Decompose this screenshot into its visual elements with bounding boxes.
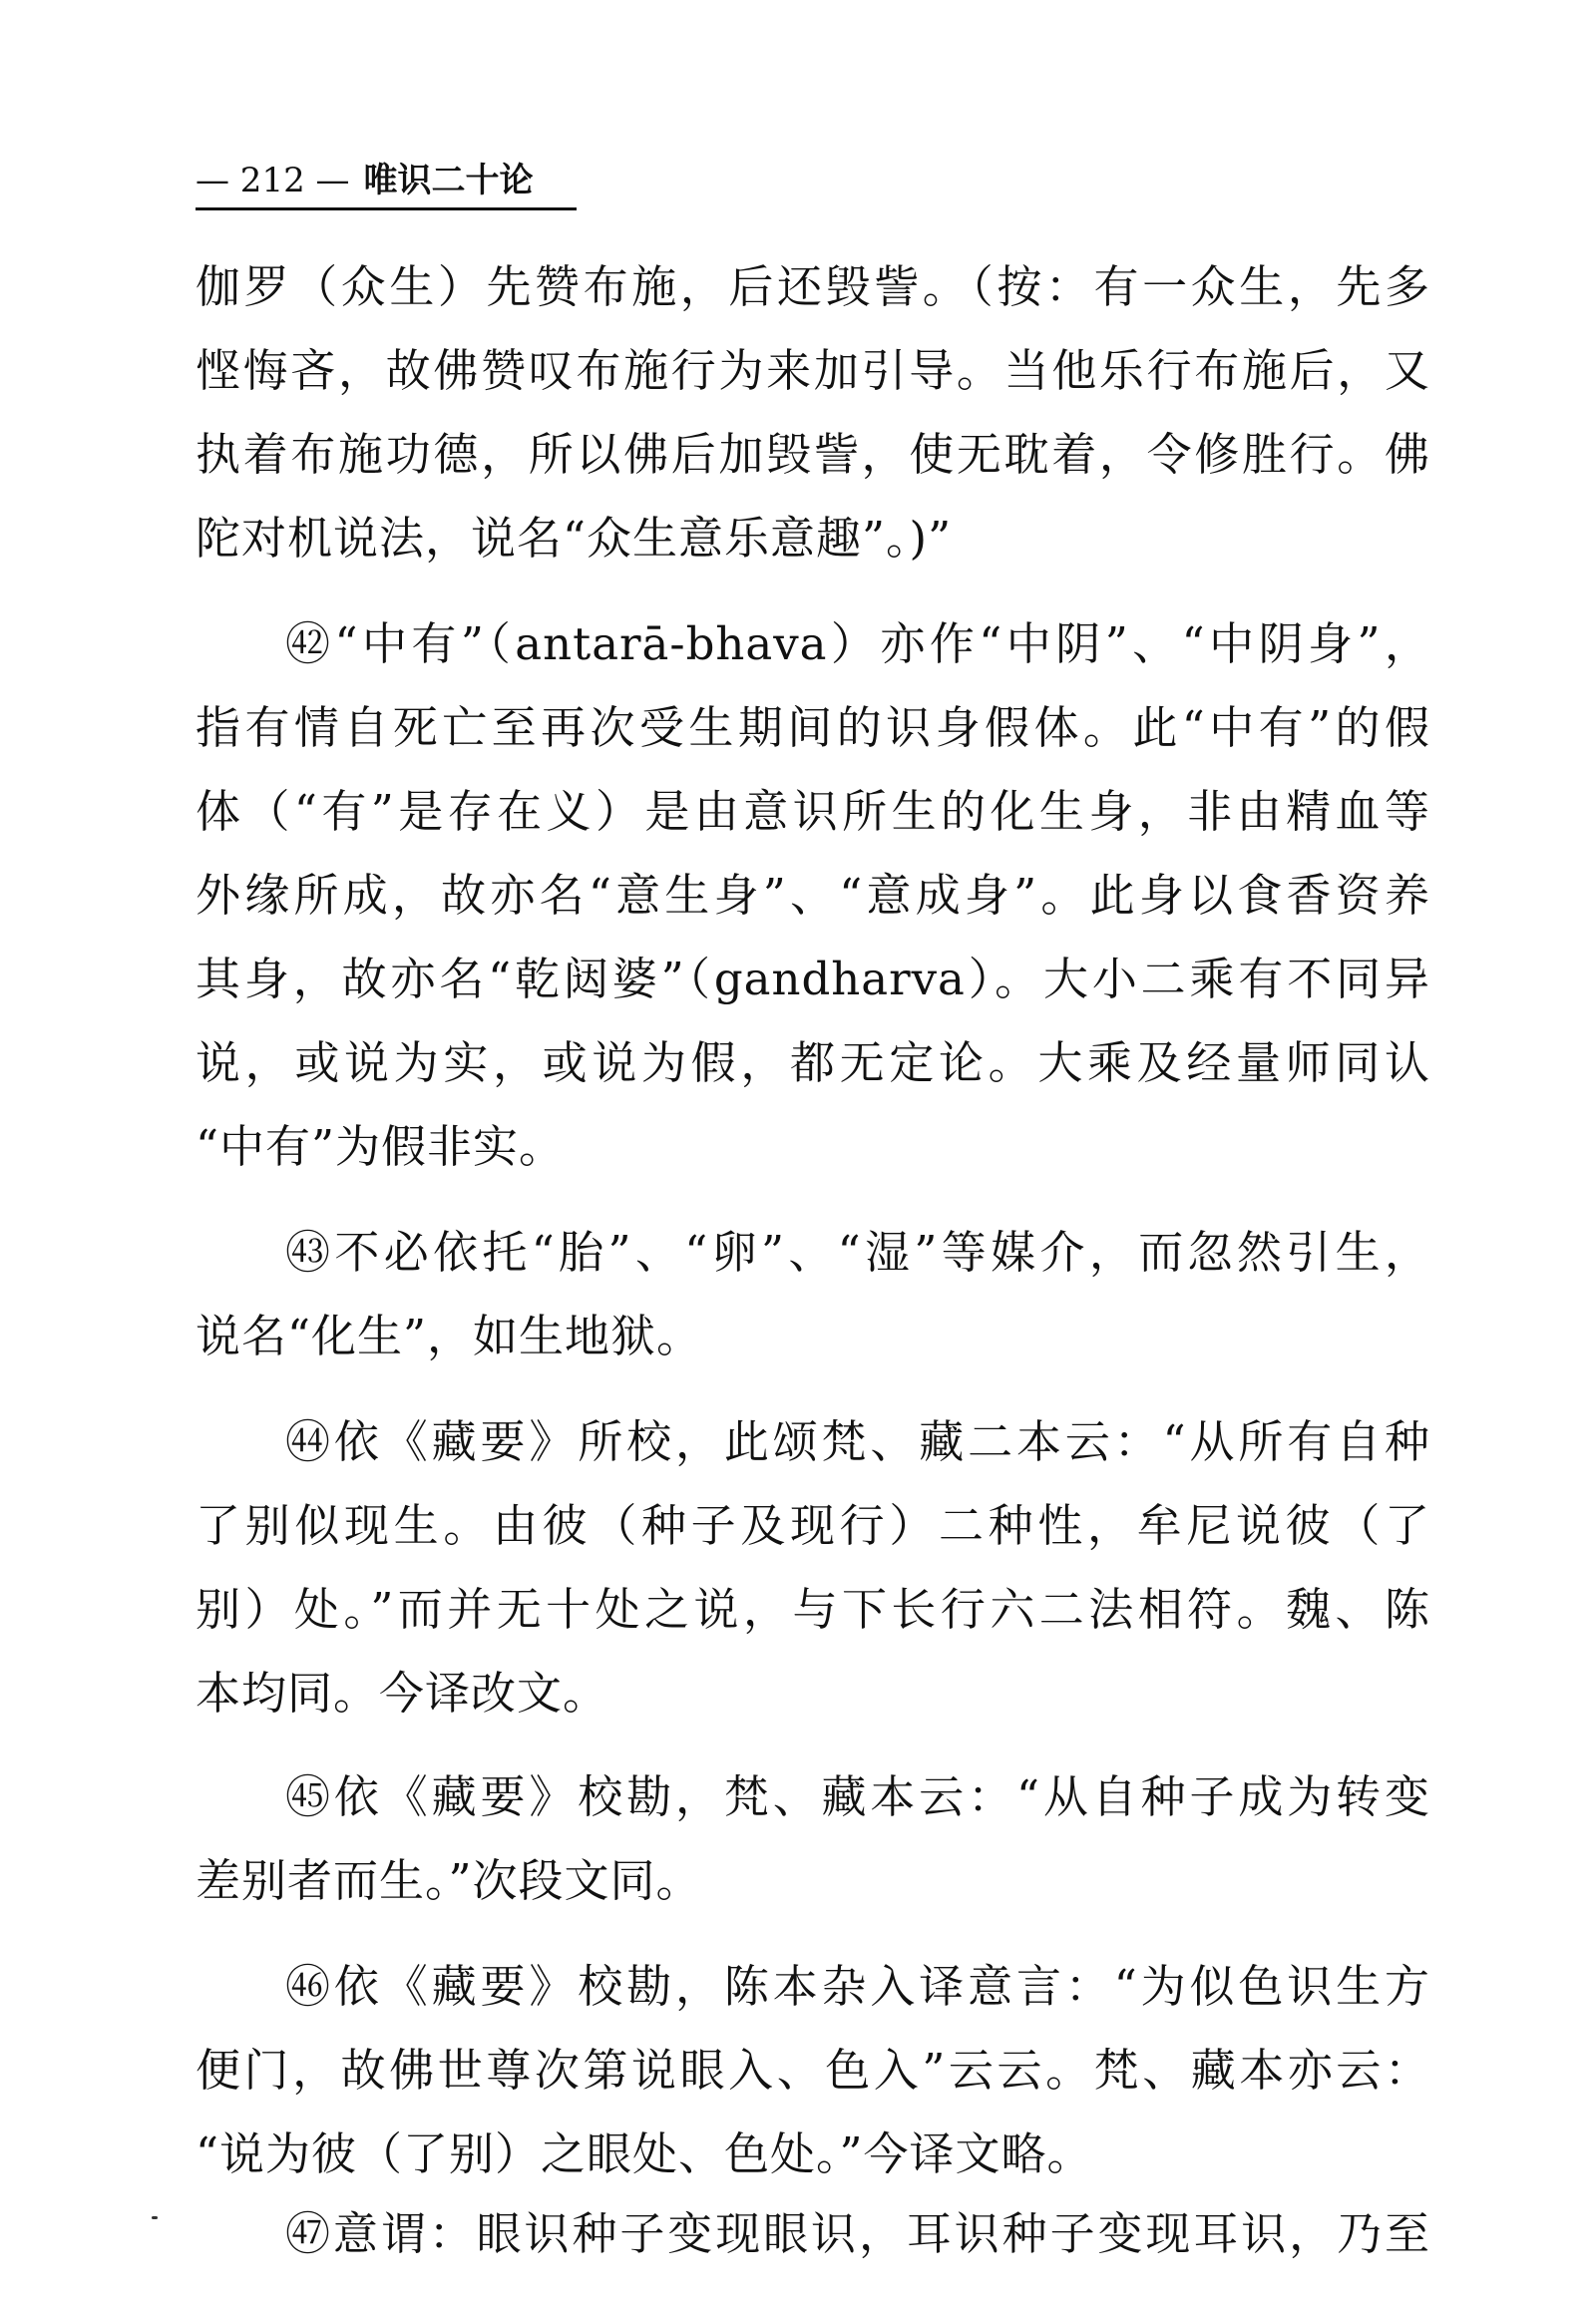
text-line: 别）处。”而并无十处之说，与下长行六二法相符。魏、陈 [196, 1583, 1430, 1636]
note-46-line: ㊻依《藏要》校勘，陈本杂入译意言：“为似色识生方 [285, 1960, 1430, 2013]
note-43-line: ㊸不必依托“胎”、“卵”、“湿”等媒介，而忽然引生， [285, 1226, 1430, 1279]
text-line: 陀对机说法，说名“众生意乐意趣”。)” [196, 512, 953, 565]
text-line: 说名“化生”，如生地狱。 [196, 1310, 703, 1362]
text-line: “中有”为假非实。 [196, 1120, 566, 1173]
text-line: 伽罗（众生）先赞布施，后还毁訾。（按：有一众生，先多 [196, 260, 1430, 313]
note-42-line: ㊷“中有”（antarā-bhava）亦作“中阴”、“中阴身”， [285, 617, 1430, 670]
text-line: 执着布施功德，所以佛后加毁訾，使无耽着，令修胜行。佛 [196, 428, 1430, 481]
text-line: 体（“有”是存在义）是由意识所生的化生身，非由精血等 [196, 785, 1430, 838]
note-44-line: ㊹依《藏要》所校，此颂梵、藏二本云：“从所有自种 [285, 1415, 1430, 1468]
running-header [196, 158, 694, 209]
text-line: 悭悔吝，故佛赞叹布施行为来加引导。当他乐行布施后，又 [196, 344, 1430, 397]
scan-speck [152, 2216, 158, 2219]
note-45-line: ㊺依《藏要》校勘，梵、藏本云：“从自种子成为转变 [285, 1770, 1430, 1823]
page-number: — 212 — [196, 161, 350, 200]
text-line: 本均同。今译改文。 [196, 1667, 609, 1720]
text-line: 便门，故佛世尊次第说眼入、色入”云云。梵、藏本亦云： [196, 2044, 1430, 2097]
note-47-line: ㊼意谓：眼识种子变现眼识，耳识种子变现耳识，乃至 [285, 2207, 1430, 2260]
text-line: 差别者而生。”次段文同。 [196, 1854, 702, 1907]
text-line: 其身，故亦名“乾闼婆”（gandharva）。大小二乘有不同异 [196, 953, 1430, 1005]
book-title: 唯识二十论 [363, 161, 534, 200]
text-line: “说为彼（了别）之眼处、色处。”今译文略。 [196, 2127, 1093, 2180]
text-line: 了别似现生。由彼（种子及现行）二种性，牟尼说彼（了 [196, 1499, 1430, 1552]
text-line: 指有情自死亡至再次受生期间的识身假体。此“中有”的假 [196, 701, 1430, 754]
header-rule [196, 207, 577, 210]
text-line: 外缘所成，故亦名“意生身”、“意成身”。此身以食香资养 [196, 869, 1430, 922]
text-line: 说，或说为实，或说为假，都无定论。大乘及经量师同认 [196, 1036, 1430, 1089]
